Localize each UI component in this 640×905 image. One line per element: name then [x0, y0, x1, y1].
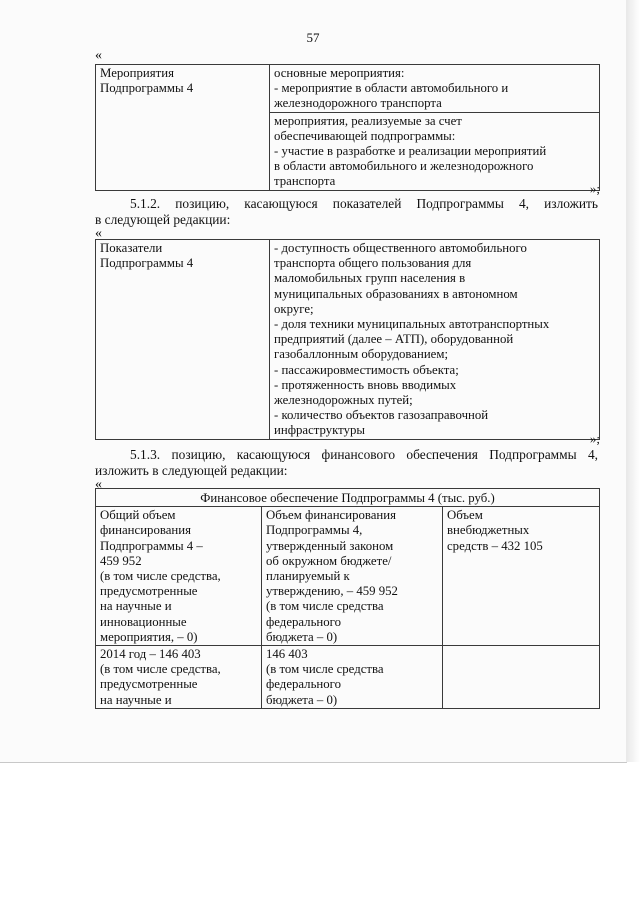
paragraph-5-1-3	[95, 447, 598, 478]
table-label-line: Мероприятия	[100, 66, 174, 80]
cell-line: округе;	[274, 301, 314, 316]
cell-line: инфраструктуры	[274, 423, 365, 438]
financing-total-cell	[96, 507, 262, 646]
cell-line: об окружном бюджете/	[266, 553, 392, 568]
indicators-content-cell	[270, 240, 600, 440]
cell-line: - доля техники муниципальных автотранспортных	[274, 317, 550, 332]
paragraph-5-1-2	[95, 196, 598, 227]
financing-header: Финансовое обеспечение Подпрограммы 4 (тыс. руб.)	[96, 489, 600, 507]
cell-line: газобаллонным оборудованием;	[274, 347, 448, 362]
cell-line: - участие в разработке и реализации мероприятий	[274, 144, 547, 159]
table-label-line: Подпрограммы 4	[100, 256, 194, 271]
supporting-activities-cell	[270, 112, 600, 190]
cell-line: на научные и	[100, 692, 172, 707]
cell-line: в области автомобильного и железнодорожного	[274, 159, 534, 174]
cell-line: мероприятия, – 0)	[100, 629, 198, 644]
cell-line: - протяженность вновь вводимых	[274, 377, 457, 392]
main-activities-cell	[270, 65, 600, 113]
cell-line: - доступность общественного автомобильного	[274, 241, 527, 255]
cell-line: основные мероприятия:	[274, 66, 405, 80]
table-financing	[95, 488, 600, 709]
paragraph-line: 5.1.3. позицию, касающуюся финансового обеспечения Подпрограммы 4,	[130, 447, 598, 462]
financing-2014-extrabudget-cell	[443, 646, 600, 709]
opening-quote-1: «	[95, 48, 102, 63]
table-label-line: Подпрограммы 4	[100, 81, 194, 96]
paragraph-line: 5.1.2. позицию, касающуюся показателей Подпрограммы 4, изложить	[130, 196, 598, 211]
cell-line: транспорта	[274, 174, 336, 189]
cell-line: железнодорожного транспорта	[274, 96, 442, 111]
paragraph-line: в следующей редакции:	[95, 211, 231, 227]
cell-line: (в том числе средства	[266, 599, 384, 614]
cell-line: (в том числе средства,	[100, 569, 221, 584]
cell-line: 2014 год – 146 403	[100, 647, 201, 662]
cell-line: Общий объем	[100, 508, 176, 523]
paragraph-line: изложить в следующей редакции:	[95, 462, 288, 478]
cell-line: планируемый к	[266, 569, 350, 584]
cell-line: предусмотренные	[100, 584, 198, 599]
cell-line: обеспечивающей подпрограммы:	[274, 128, 456, 143]
cell-line: 459 952	[100, 553, 142, 568]
cell-line: - пассажировместимость объекта;	[274, 362, 459, 377]
cell-line: Подпрограммы 4 –	[100, 538, 203, 553]
table-indicators	[95, 239, 600, 440]
cell-line: финансирования	[100, 523, 191, 538]
financing-extrabudget-cell	[443, 507, 600, 646]
cell-line: (в том числе средства	[266, 662, 384, 677]
cell-line: утверждению, – 459 952	[266, 584, 398, 599]
financing-2014-budget-cell	[262, 646, 443, 709]
cell-line: средств – 432 105	[447, 538, 543, 553]
cell-line: транспорта общего пользования для	[274, 256, 472, 271]
opening-quote-3: «	[95, 477, 102, 492]
cell-line: федерального	[266, 677, 341, 692]
activities-label-cell	[96, 65, 270, 191]
cell-line: федерального	[266, 614, 341, 629]
cell-line: бюджета – 0)	[266, 629, 338, 644]
financing-2014-total-cell	[96, 646, 262, 709]
cell-line: утвержденный законом	[266, 538, 394, 553]
cell-line: на научные и	[100, 599, 172, 614]
table-activities	[95, 64, 600, 191]
opening-quote-2: «	[95, 226, 102, 241]
cell-line: маломобильных групп населения в	[274, 271, 466, 286]
cell-line: предприятий (далее – АТП), оборудованной	[274, 332, 514, 347]
cell-line: - мероприятие в области автомобильного и	[274, 81, 509, 96]
cell-line: Подпрограммы 4,	[266, 523, 363, 538]
cell-line: инновационные	[100, 614, 187, 629]
cell-line: железнодорожных путей;	[274, 393, 413, 408]
table-label-line: Показатели	[100, 241, 163, 255]
closing-quote-2: »;	[589, 431, 600, 446]
page-edge-shadow	[626, 0, 640, 762]
page-number: 57	[306, 30, 320, 45]
cell-line: предусмотренные	[100, 677, 198, 692]
closing-quote-1: »;	[589, 181, 600, 196]
cell-line: мероприятия, реализуемые за счет	[274, 113, 462, 128]
indicators-label-cell	[96, 240, 270, 440]
financing-budget-cell	[262, 507, 443, 646]
cell-line: - количество объектов газозаправочной	[274, 408, 489, 423]
cell-line: муниципальных образованиях в автономном	[274, 286, 518, 301]
cell-line: 146 403	[266, 647, 308, 662]
cell-line: Объем финансирования	[266, 508, 397, 523]
cell-line: Объем	[447, 508, 483, 523]
cell-line: внебюджетных	[447, 523, 530, 538]
cell-line: (в том числе средства,	[100, 662, 221, 677]
cell-line: бюджета – 0)	[266, 692, 338, 707]
